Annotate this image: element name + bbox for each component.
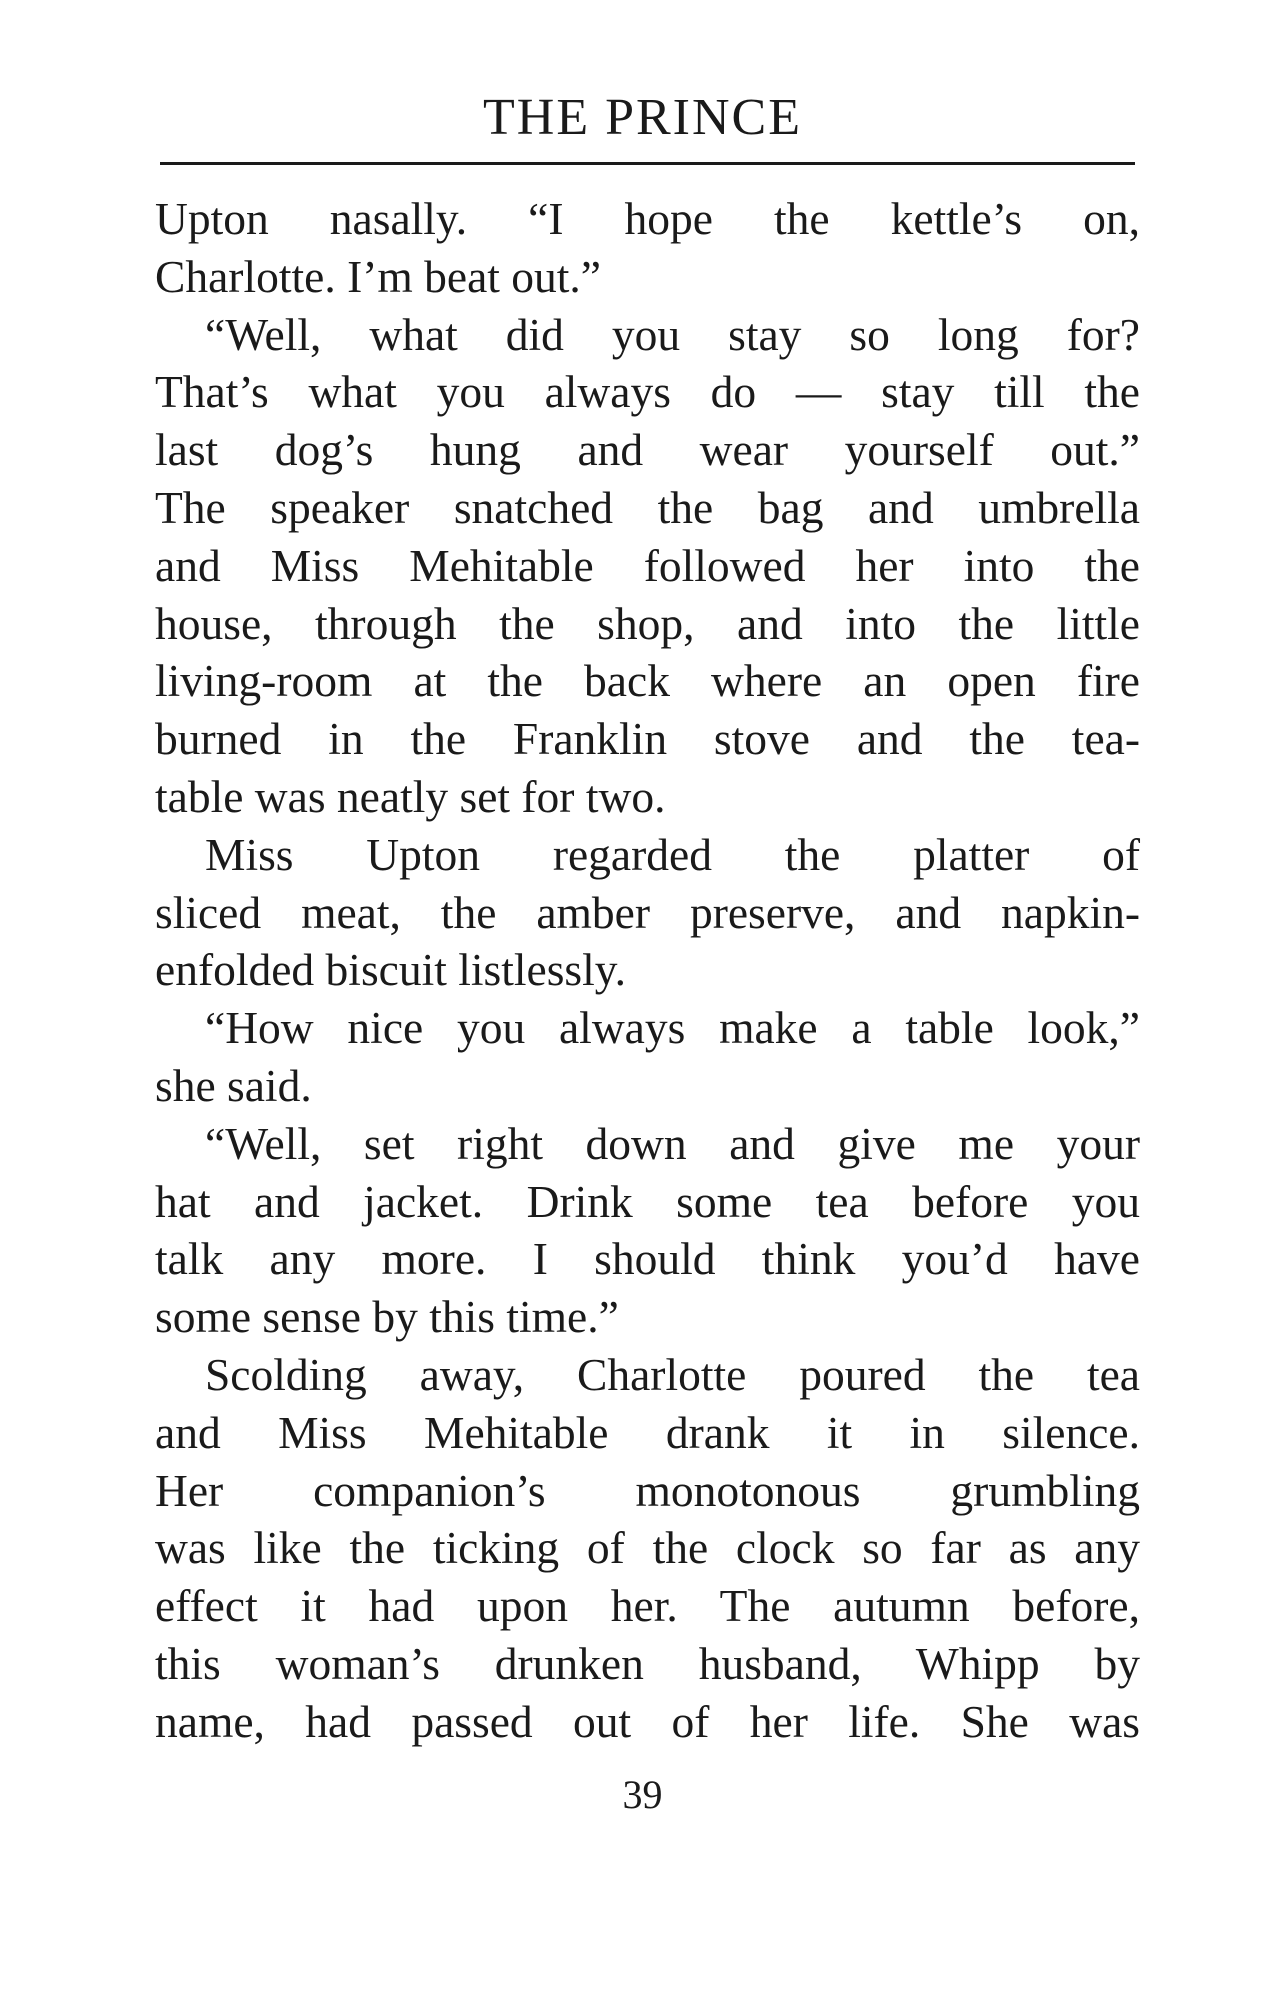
text-line: house, through the shop, and into the little <box>155 597 1140 649</box>
header-rule <box>160 162 1135 165</box>
text-line: Scolding away, Charlotte poured the tea <box>205 1348 1140 1400</box>
text-line: and Miss Mehitable drank it in silence. <box>155 1406 1140 1458</box>
text-line: hat and jacket. Drink some tea before you <box>155 1175 1140 1227</box>
text-line: enfolded biscuit listlessly. <box>155 944 626 996</box>
text-line: effect it had upon her. The autumn before, <box>155 1580 1140 1632</box>
text-line: Upton nasally. “I hope the kettle’s on, <box>155 193 1140 244</box>
page-number: 39 <box>622 1772 663 1817</box>
body-text <box>155 190 1140 1751</box>
text-line: she said. <box>155 1059 312 1111</box>
text-line: some sense by this time.” <box>155 1291 619 1343</box>
text-line: last dog’s hung and wear yourself out.” <box>155 424 1140 476</box>
text-line: table was neatly set for two. <box>155 770 666 822</box>
text-line: The speaker snatched the bag and umbrella <box>155 481 1140 533</box>
text-line: name, had passed out of her life. She was <box>155 1695 1140 1747</box>
text-line: burned in the Franklin stove and the tea- <box>155 713 1140 765</box>
text-line: living-room at the back where an open fire <box>155 655 1140 707</box>
text-line: That’s what you always do — stay till the <box>155 366 1140 418</box>
text-line: sliced meat, the amber preserve, and napkin- <box>155 886 1140 938</box>
text-line: Charlotte. I’m beat out.” <box>155 250 602 302</box>
text-line: talk any more. I should think you’d have <box>155 1233 1140 1285</box>
text-line: Miss Upton regarded the platter of <box>205 828 1140 880</box>
text-line: “Well, set right down and give me your <box>205 1117 1140 1169</box>
text-line: was like the ticking of the clock so far as any <box>155 1522 1140 1574</box>
text-line: and Miss Mehitable followed her into the <box>155 539 1140 591</box>
text-line: this woman’s drunken husband, Whipp by <box>155 1637 1140 1689</box>
text-line: Her companion’s monotonous grumbling <box>155 1464 1140 1516</box>
text-line: “Well, what did you stay so long for? <box>205 308 1140 360</box>
running-title: THE PRINCE <box>483 89 802 146</box>
text-line: “How nice you always make a table look,” <box>205 1002 1140 1054</box>
